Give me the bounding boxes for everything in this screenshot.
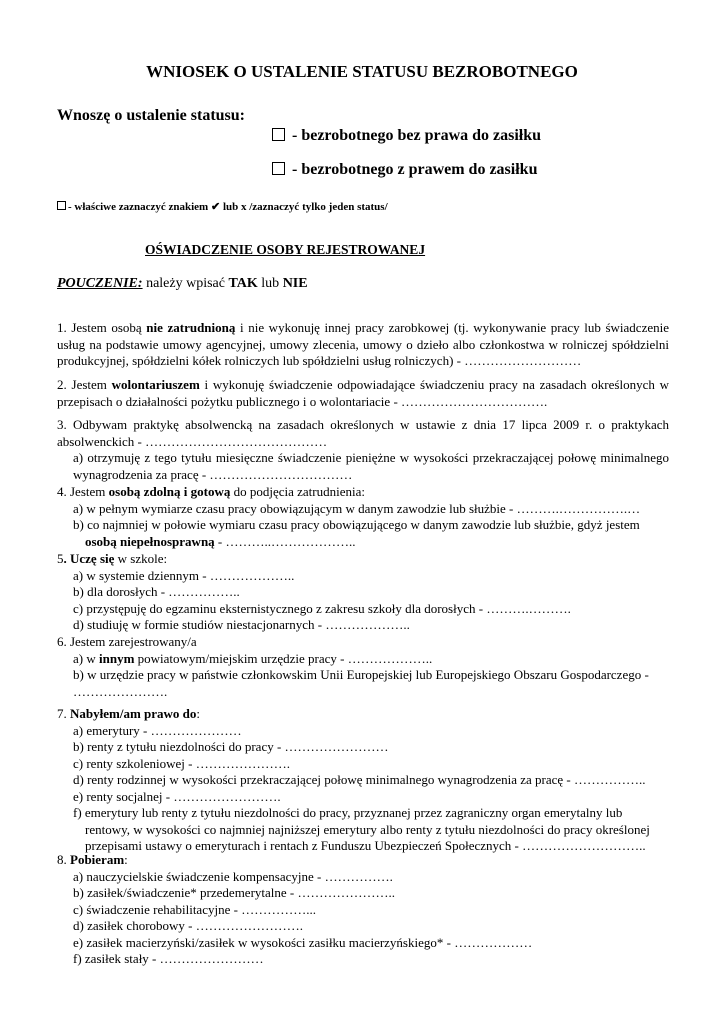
statement-7-item-f: f) emerytury lub renty z tytułu niezdolności do pracy, przyznanej przez zagraniczny organ emerytalny lub — [73, 805, 623, 820]
status-option-label: - bezrobotnego bez prawa do zasiłku — [288, 127, 542, 144]
instruction: POUCZENIE: należy wpisać TAK lub NIE — [57, 276, 308, 291]
statement-5-item-a: a) w systemie dziennym - ……………….. — [73, 567, 295, 583]
statement-7: 7. Nabyłem/am prawo do: a) emerytury - ………………… b) renty z tytułu niezdolności do pracy - …………………… c) renty szkoleniowej - …………………. d) renty rodzinnej w wysokości przekraczającej połowę minimalnego wynagrodzenia za pracę - …………….. e) renty socjalnej - ……………………. f) emerytury lub renty z tytułu niezdolności do pracy, przyznanej przez zagraniczny organ emerytalny lub rentowy, w wysokości co najmniej najniższej emerytury albo renty z tytułu niezdolności do pracy określonej przepisami ustawy o emeryturach i rentach z Funduszu Ubezpieczeń Społecznych - ……………………….. — [57, 706, 669, 855]
statement-3-item-a: a) otrzymuję z tego tytułu miesięczne świadczenie pieniężne w wysokości przekraczającej połowę minimalnego wynagrodzenia za pracę - …………………………… — [73, 450, 669, 482]
statement-6: 6. Jestem zarejestrowany/a a) w innym powiatowym/miejskim urzędzie pracy - ……………….. b) w urzędzie pracy w państwie członkowskim Unii Europejskiej lub Europejskiego Obszaru Gospodarczego - …………………. — [57, 634, 669, 700]
statement-6-item-b: b) w urzędzie pracy w państwie członkowskim Unii Europejskiej lub Europejskiego Obszaru Gospodarczego - — [73, 667, 649, 682]
statement-7-item-d: d) renty rodzinnej w wysokości przekraczającej połowę minimalnego wynagrodzenia za pracę - …………….. — [73, 772, 646, 787]
statement-7-item-b: b) renty z tytułu niezdolności do pracy - …………………… — [73, 739, 389, 754]
statement-7-item-c: c) renty szkoleniowej - …………………. — [73, 755, 290, 771]
statement-8: 8. Pobieram: a) nauczycielskie świadczenie kompensacyjne - ……………. b) zasiłek/świadczenie* przedemerytalne - ………………….. c) świadczenie rehabilitacyjne - ……………... d) zasiłek chorobowy - ……………………. e) zasiłek macierzyński/zasiłek w wysokości zasiłku macierzyńskiego* - ……………… f) zasiłek stały - …………………… — [57, 852, 669, 968]
status-option-without-benefit — [272, 127, 541, 145]
status-option-with-benefit — [272, 161, 537, 179]
statement-7-item-e: e) renty socjalnej - ……………………. — [73, 788, 281, 804]
statement-5-item-b: b) dla dorosłych - …………….. — [73, 584, 240, 599]
statement-5-item-c: c) przystępuję do egzaminu eksternistycznego z zakresu szkoły dla dorosłych - ……….………. — [73, 600, 571, 616]
statement-5: 5. Uczę się w szkole: a) w systemie dziennym - ……………….. b) dla dorosłych - …………….. c) przystępuję do egzaminu eksternistycznego z zakresu szkoły dla dorosłych - ……….………. d) studiuję w formie studiów niestacjonarnych - ……………….. — [57, 551, 669, 634]
status-note: - właściwe zaznaczyć znakiem ✔ lub x /zaznaczyć tylko jeden status/ — [57, 200, 388, 213]
checkmark-icon: ✔ — [210, 201, 221, 213]
statement-4-item-b: b) co najmniej w połowie wymiaru czasu pracy obowiązującego w danym zawodzie lub służbie, gdyż jestem — [73, 517, 640, 532]
statement-3: 3. Odbywam praktykę absolwencką na zasadach określonych w ustawie z dnia 17 lipca 2009 r. o praktykach absolwenckich - …………………………………… a) otrzymuję z tego tytułu miesięczne świadczenie pieniężne w wysokości przekraczającej połowę minimalnego wynagrodzenia za pracę - …………………………… — [57, 417, 669, 482]
statement-8-item-d: d) zasiłek chorobowy - ……………………. — [73, 918, 303, 933]
statement-2: 2. Jestem wolontariuszem i wykonuję świadczenie odpowiadające świadczeniu pracy na zasadach określonych w przepisach o działalności pożytku publicznego i o wolontariacie - ……………………………. — [57, 377, 670, 409]
statement-heading: OŚWIADCZENIE OSOBY REJESTROWANEJ — [145, 242, 426, 257]
statement-6-item-a: a) w innym powiatowym/miejskim urzędzie pracy - ……………….. — [73, 650, 433, 666]
form-title: WNIOSEK O USTALENIE STATUSU BEZROBOTNEGO — [146, 62, 578, 81]
checkbox-icon — [57, 201, 66, 210]
statement-8-item-b: b) zasiłek/świadczenie* przedemerytalne - ………………….. — [73, 885, 395, 900]
statement-4-item-a: a) w pełnym wymiarze czasu pracy obowiązującym w danym zawodzie lub służbie - ……….…………….… — [73, 500, 641, 516]
statement-8-item-c: c) świadczenie rehabilitacyjne - ……………... — [73, 901, 316, 917]
statement-7-item-a: a) emerytury - ………………… — [73, 722, 242, 738]
status-option-label: - bezrobotnego z prawem do zasiłku — [288, 161, 538, 178]
statement-4: 4. Jestem osobą zdolną i gotową do podjęcia zatrudnienia: a) w pełnym wymiarze czasu pracy obowiązującym w danym zawodzie lub służbie - ……….…………….… b) co najmniej w połowie wymiaru czasu pracy obowiązującego w danym zawodzie lub służbie, gdyż jestem osobą niepełnosprawną - ………..……………….. — [57, 484, 669, 550]
statement-8-item-f: f) zasiłek stały - …………………… — [73, 951, 264, 966]
checkbox-icon[interactable] — [272, 128, 285, 141]
statement-5-item-d: d) studiuję w formie studiów niestacjonarnych - ……………….. — [73, 617, 410, 632]
request-label: Wnoszę o ustalenie statusu: — [57, 107, 246, 124]
statement-8-item-a: a) nauczycielskie świadczenie kompensacyjne - ……………. — [73, 868, 393, 884]
checkbox-icon[interactable] — [272, 162, 285, 175]
statement-8-item-e: e) zasiłek macierzyński/zasiłek w wysokości zasiłku macierzyńskiego* - ……………… — [73, 934, 533, 950]
statement-1: 1. Jestem osobą nie zatrudnioną i nie wykonuję innej pracy zarobkowej (tj. wykonywanie pracy lub świadczenie usług na podstawie umowy agencyjnej, umowy zlecenia, umowy o dzieło albo członkostwa w rolniczej spółdzielni produkcyjnej, spółdzielni kółek rolniczych lub spółdzielni usług rolniczych) - ……………………… — [57, 320, 670, 368]
